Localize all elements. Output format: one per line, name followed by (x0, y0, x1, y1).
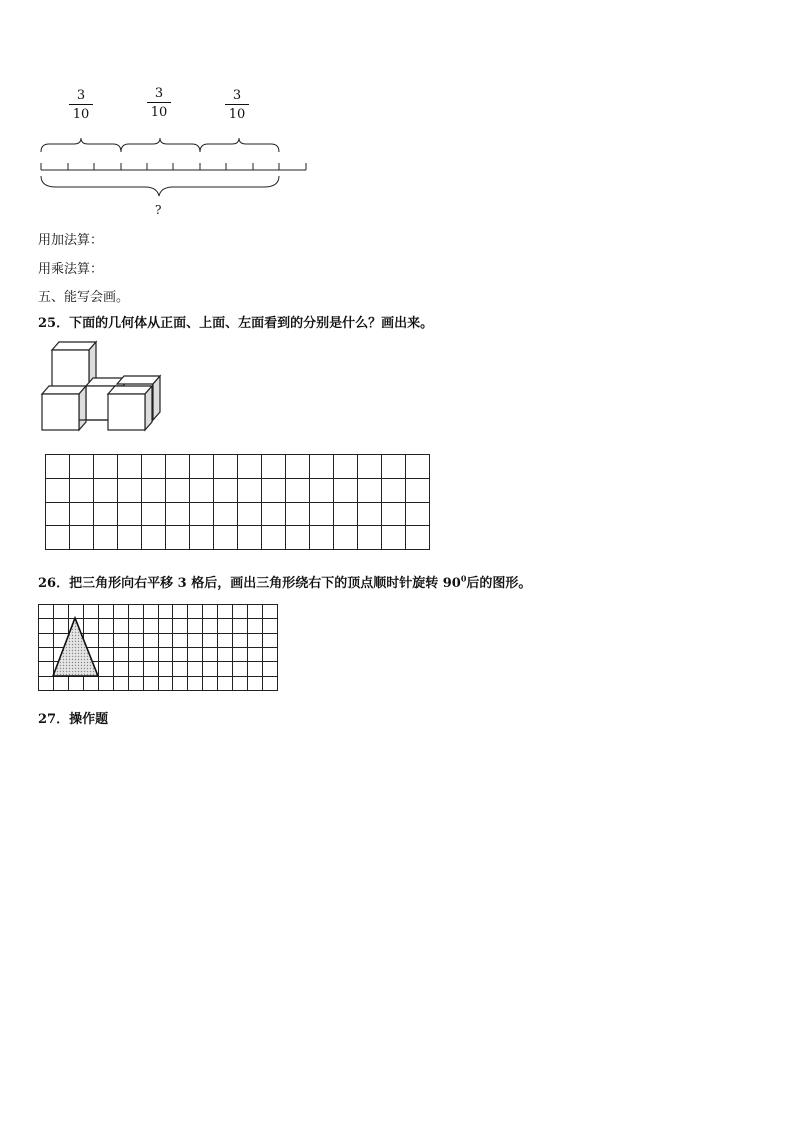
grid-cell[interactable] (286, 455, 310, 479)
grid-cell[interactable] (166, 455, 190, 479)
grid-cell[interactable] (142, 526, 166, 550)
triangle-grid-container (38, 604, 278, 691)
grid-cell[interactable] (358, 502, 382, 526)
grid-cell[interactable] (286, 478, 310, 502)
grid-row (46, 526, 430, 550)
grid-cell[interactable] (142, 455, 166, 479)
fraction-denominator: 10 (228, 107, 246, 122)
grid-cell[interactable] (94, 526, 118, 550)
number-line-ticks (41, 163, 306, 170)
grid-cell[interactable] (310, 502, 334, 526)
grid-cell[interactable] (190, 455, 214, 479)
grid-cell[interactable] (94, 478, 118, 502)
degree-mark: 0 (460, 573, 467, 584)
fraction-denominator: 10 (150, 105, 168, 120)
grid-cell[interactable] (358, 526, 382, 550)
grid-cell[interactable] (118, 478, 142, 502)
grid-cell[interactable] (118, 526, 142, 550)
fraction-numerator: 3 (232, 88, 242, 103)
cube-front-right (108, 386, 152, 430)
question-27-text: 27．操作题 (38, 712, 109, 727)
grid-cell[interactable] (238, 502, 262, 526)
grid-cell[interactable] (166, 502, 190, 526)
question-26-text (38, 572, 531, 591)
grid-cell[interactable] (46, 478, 70, 502)
grid-cell[interactable] (382, 478, 406, 502)
grid-cell[interactable] (406, 526, 430, 550)
fraction-numerator: 3 (154, 86, 164, 101)
grid-cell[interactable] (358, 455, 382, 479)
grid-row (46, 502, 430, 526)
number-line-diagram (0, 0, 794, 220)
grid-cell[interactable] (142, 478, 166, 502)
grid-cell[interactable] (262, 478, 286, 502)
grid-cell[interactable] (358, 478, 382, 502)
grid-row (46, 478, 430, 502)
grid-cell[interactable] (142, 502, 166, 526)
grid-cell[interactable] (166, 478, 190, 502)
shaded-triangle (38, 604, 278, 691)
total-question-mark: ? (155, 203, 162, 217)
grid-cell[interactable] (46, 526, 70, 550)
grid-cell[interactable] (94, 502, 118, 526)
question-26-text-after: 后的图形。 (466, 576, 532, 591)
grid-cell[interactable] (310, 478, 334, 502)
grid-cell[interactable] (406, 478, 430, 502)
grid-cell[interactable] (70, 455, 94, 479)
addition-prompt: 用加法算： (38, 233, 104, 248)
grid-cell[interactable] (310, 526, 334, 550)
question-26-text-before: 26．把三角形向右平移 3 格后，画出三角形绕右下的顶点顺时针旋转 90 (38, 576, 461, 591)
answer-grid-25[interactable] (45, 454, 430, 550)
bottom-brace (41, 176, 279, 196)
grid-cell[interactable] (382, 502, 406, 526)
grid-cell[interactable] (406, 455, 430, 479)
grid-cell[interactable] (46, 502, 70, 526)
question-25-text: 25．下面的几何体从正面、上面、左面看到的分别是什么？画出来。 (38, 316, 434, 331)
cube-solid-figure (36, 338, 166, 434)
grid-cell[interactable] (70, 526, 94, 550)
triangle-shape (53, 618, 98, 676)
grid-cell[interactable] (214, 526, 238, 550)
grid-cell[interactable] (262, 502, 286, 526)
grid-cell[interactable] (190, 502, 214, 526)
grid-cell[interactable] (262, 526, 286, 550)
grid-cell[interactable] (214, 502, 238, 526)
grid-cell[interactable] (238, 478, 262, 502)
fraction-denominator: 10 (72, 107, 90, 122)
cube-front-left (42, 386, 86, 430)
grid-cell[interactable] (382, 455, 406, 479)
grid-cell[interactable] (334, 502, 358, 526)
grid-cell[interactable] (334, 526, 358, 550)
grid-cell[interactable] (214, 455, 238, 479)
grid-cell[interactable] (118, 502, 142, 526)
grid-cell[interactable] (190, 526, 214, 550)
grid-cell[interactable] (262, 455, 286, 479)
grid-cell[interactable] (286, 526, 310, 550)
grid-cell[interactable] (238, 526, 262, 550)
grid-cell[interactable] (166, 526, 190, 550)
grid-cell[interactable] (214, 478, 238, 502)
fraction-numerator: 3 (76, 88, 86, 103)
grid-cell[interactable] (382, 526, 406, 550)
grid-cell[interactable] (190, 478, 214, 502)
grid-cell[interactable] (286, 502, 310, 526)
grid-cell[interactable] (334, 455, 358, 479)
grid-row (46, 455, 430, 479)
top-brace-2 (121, 138, 200, 152)
top-brace-3 (200, 138, 279, 152)
grid-cell[interactable] (70, 478, 94, 502)
grid-cell[interactable] (118, 455, 142, 479)
cube-top (52, 342, 96, 388)
top-brace-1 (41, 138, 121, 152)
grid-cell[interactable] (334, 478, 358, 502)
grid-cell[interactable] (46, 455, 70, 479)
section-heading: 五、能写会画。 (38, 290, 130, 305)
grid-cell[interactable] (310, 455, 334, 479)
grid-cell[interactable] (238, 455, 262, 479)
grid-cell[interactable] (406, 502, 430, 526)
grid-cell[interactable] (70, 502, 94, 526)
multiplication-prompt: 用乘法算： (38, 262, 104, 277)
grid-cell[interactable] (94, 455, 118, 479)
